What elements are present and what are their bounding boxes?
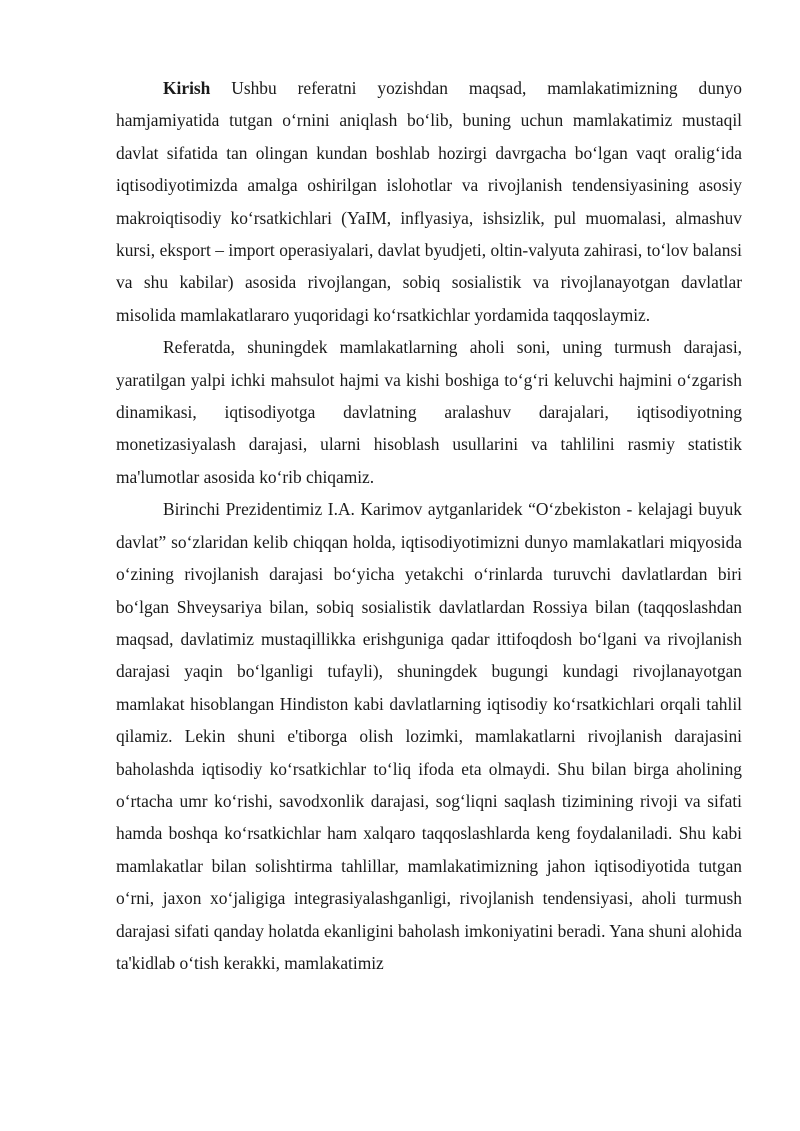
section-heading-kirish: Kirish [163,78,211,98]
paragraph-text: Referatda, shuningdek mamlakatlarning aholi soni, uning turmush darajasi, yaratilgan yalpi ichki mahsulot hajmi va kishi boshiga to‘g‘ri keluvchi hajmini o‘zgarish dinamikasi, iqtisodiyotga davlatning aralashuv darajalari, iqtisodiyotning monetizasiyalash darajasi, ularni hisoblash usullarini va tahlilini rasmiy statistik ma'lumotlar asosida ko‘rib chiqamiz. [116,337,742,487]
document-page [116,72,742,979]
paragraph-comparison [116,493,742,979]
paragraph-introduction [116,72,742,331]
paragraph-text: Ushbu referatni yozishdan maqsad, mamlakatimizning dunyo hamjamiyatida tutgan o‘rnini aniqlash bo‘lib, buning uchun mamlakatimiz mustaqil davlat sifatida tan olingan kundan boshlab hozirgi davrgacha bo‘lgan vaqt oralig‘ida iqtisodiyotimizda amalga oshirilgan islohotlar va rivojlanish tendensiyasining asosiy makroiqtisodiy ko‘rsatkichlari (YaIM, inflyasiya, ishsizlik, pul muomalasi, almashuv kursi, eksport – import operasiyalari, davlat byudjeti, oltin-valyuta zahirasi, to‘lov balansi va shu kabilar) asosida rivojlangan, sobiq sosialistik va rivojlanayotgan davlatlar misolida mamlakatlararo yuqoridagi ko‘rsatkichlar yordamida taqqoslaymiz. [116,78,742,325]
paragraph-text: Birinchi Prezidentimiz I.A. Karimov aytganlaridek “O‘zbekiston - kelajagi buyuk davlat” so‘zlaridan kelib chiqqan holda, iqtisodiyotimizni dunyo mamlakatlari miqyosida o‘zining rivojlanish darajasi bo‘yicha yetakchi o‘rinlarda turuvchi davlatlardan biri bo‘lgan Shveysariya bilan, sobiq sosialistik davlatlardan Rossiya bilan (taqqoslashdan maqsad, davlatimiz mustaqillikka erishguniga qadar ittifoqdosh bo‘lgani va rivojlanish darajasi yaqin bo‘lganligi tufayli), shuningdek bugungi kundagi rivojlanayotgan mamlakat hisoblangan Hindiston kabi davlatlarning iqtisodiy ko‘rsatkichlari orqali tahlil qilamiz. Lekin shuni e'tiborga olish lozimki, mamlakatlarni rivojlanish darajasini baholashda iqtisodiy ko‘rsatkichlar to‘liq ifoda eta olmaydi. Shu bilan birga aholining o‘rtacha umr ko‘rishi, savodxonlik darajasi, sog‘liqni saqlash tizimining rivoji va sifati hamda boshqa ko‘rsatkichlar ham xalqaro taqqoslashlarda keng foydalaniladi. Shu kabi mamlakatlar bilan solishtirma tahlillar, mamlakatimizning jahon iqtisodiyotida tutgan o‘rni, jaxon xo‘jaligiga integrasiyalashganligi, rivojlanish tendensiyasi, aholi turmush darajasi sifati qanday holatda ekanligini baholash imkoniyatini beradi. Yana shuni alohida ta'kidlab o‘tish kerakki, mamlakatimiz [116,499,742,973]
paragraph-referat-scope [116,331,742,493]
